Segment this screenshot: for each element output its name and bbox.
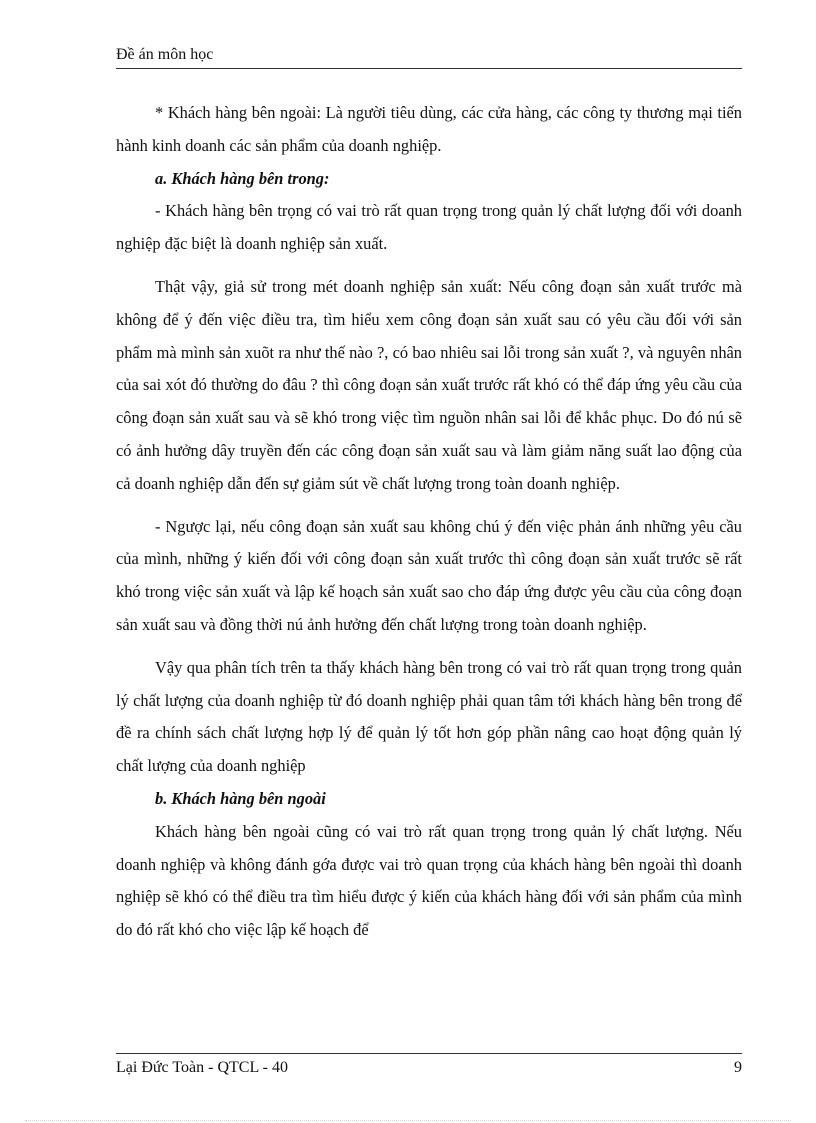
page-number: 9 xyxy=(734,1059,742,1076)
document-body xyxy=(116,97,742,947)
header-title: Đề án môn học xyxy=(116,46,214,63)
paragraph-conversely: - Ngược lại, nếu công đoạn sản xuất sau không chú ý đến việc phản ánh những yêu cầu của mình, những ý kiến đối với công đoạn sản xuất trước thì công đoạn sản xuất trước sẽ rất khó trong việc sản xuất và lập kế hoạch sản xuất sao cho đáp ứng được yêu cầu của công đoạn sản xuất sau và đồng thời nú ảnh hưởng đến chất lượng trong toàn doanh nghiệp. xyxy=(116,516,742,634)
paragraph-external-role: Khách hàng bên ngoài cũng có vai trò rất quan trọng trong quản lý chất lượng. Nếu doanh nghiệp và không đánh gớa được vai trò quan trọng của khách hàng bên ngoài thì doanh nghiệp sẽ khó có thể điều tra tìm hiểu được ý kiến của khách hàng đối với sản phẩm của mình do đó rất khó cho việc lập kế hoạch để xyxy=(116,821,742,940)
header-divider xyxy=(116,68,742,69)
footer-author: Lại Đức Toàn - QTCL - 40 xyxy=(116,1059,288,1076)
paragraph-internal-role: - Khách hàng bên trọng có vai trò rất quan trọng trong quản lý chất lượng đối với doanh nghiệp đặc biệt là doanh nghiệp sản xuất. xyxy=(116,201,742,254)
page-bottom-dotted-line xyxy=(25,1120,791,1121)
page-header xyxy=(116,44,742,66)
heading-external-customers: b. Khách hàng bên ngoài xyxy=(155,788,326,808)
footer-divider xyxy=(116,1053,742,1054)
heading-internal-customers: a. Khách hàng bên trong: xyxy=(155,168,330,188)
paragraph-external-customers: * Khách hàng bên ngoài: Là người tiêu dùng, các cửa hàng, các công ty thương mại tiến hành kinh doanh các sản phẩm của doanh nghiệp. xyxy=(116,103,742,155)
paragraph-example: Thật vậy, giả sử trong mét doanh nghiệp sản xuất: Nếu công đoạn sản xuất trước mà không để ý đến việc điều tra, tìm hiểu xem công đoạn sản xuất sau có yêu cầu đối với sản phẩm mà mình sản xuõt ra như thế nào ?, có bao nhiêu sai lỗi trong sản xuất ?, và nguyên nhân của sai xót đó thường do đâu ? thì công đoạn sản xuất trước rất khó có thể đáp ứng yêu cầu của công đoạn sản xuất sau và sẽ khó trong việc tìm nguồn nhân sai lỗi để khắc phục. Do đó nú sẽ có ảnh hưởng dây truyền đến các công đoạn sản xuất sau và làm giảm năng suất lao động của cả doanh nghiệp dẫn đến sự giảm sút về chất lượng trong toàn doanh nghiệp. xyxy=(116,276,742,493)
paragraph-conclusion: Vậy qua phân tích trên ta thấy khách hàng bên trong có vai trò rất quan trọng trong quản lý chất lượng của doanh nghiệp từ đó doanh nghiệp phải quan tâm tới khách hàng bên trong để đề ra chính sách chất lượng hợp lý để quản lý tốt hơn góp phần nâng cao hoạt động quản lý chất lượng của doanh nghiệp xyxy=(116,657,742,776)
